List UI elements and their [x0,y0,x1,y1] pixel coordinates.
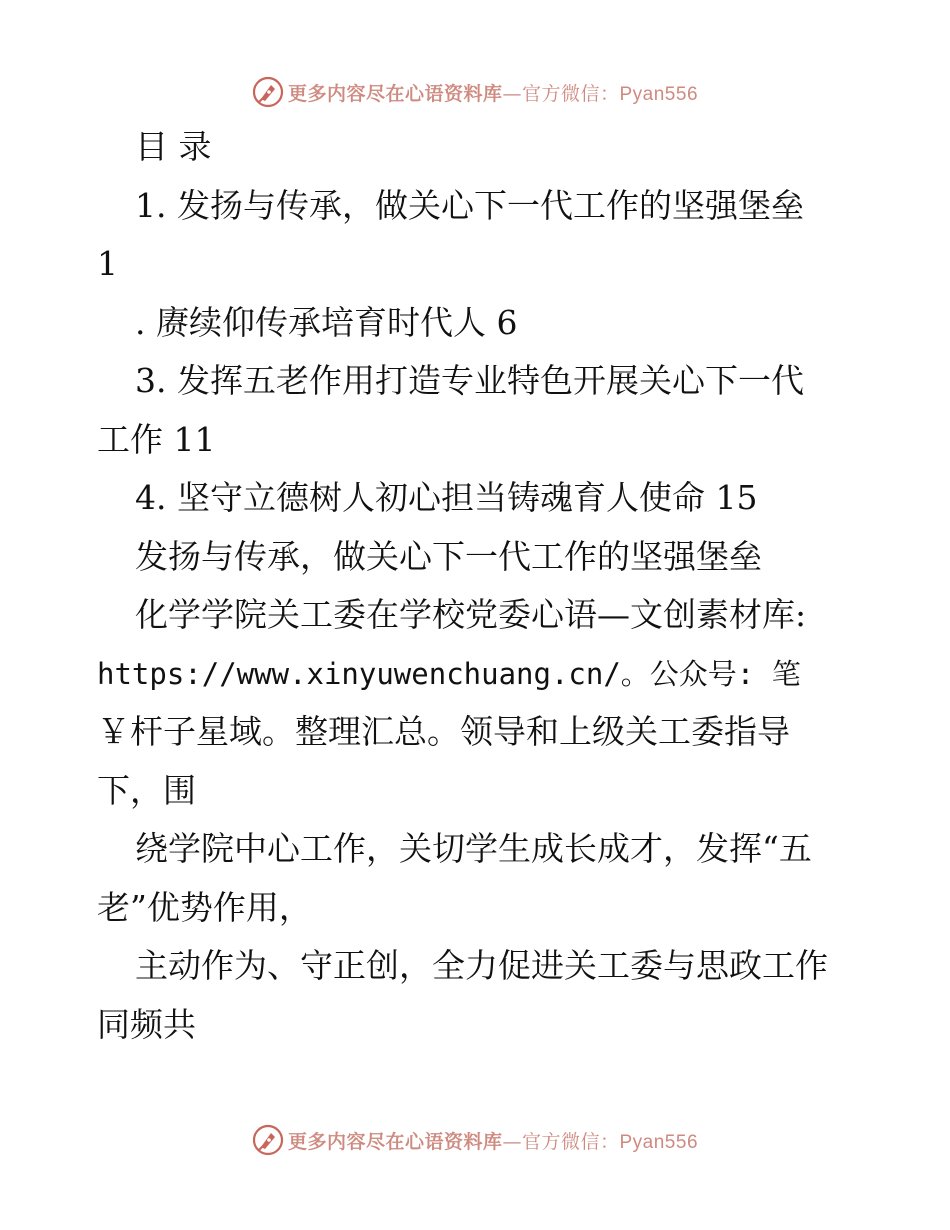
paragraph-line: 下，围 [97,770,196,810]
section-title: 发扬与传承，做关心下一代工作的坚强堡垒 [135,536,762,576]
watermark-text: 更多内容尽在心语资料库—官方微信：Pyan556 [287,1130,699,1153]
paragraph-line-url: https://www.xinyuwenchuang.cn/。公众号: 笔 [97,656,801,691]
paragraph-line: 同频共 [97,1004,196,1044]
toc-entry-2: . 赓续仰传承培育时代人 6 [135,302,518,342]
paragraph-line: 化学学院关工委在学校党委心语—文创素材库: [135,595,807,634]
paragraph-line: ￥杆子星域。整理汇总。领导和上级关工委指导 [97,712,790,751]
toc-entry-1-page: 1 [97,244,118,283]
document-body [97,118,857,1054]
toc-entry-3: 3. 发挥五老作用打造专业特色开展关心下一代 [135,361,804,400]
toc-entry-3-cont: 工作 11 [97,419,216,459]
header-watermark-banner [0,72,950,112]
footer-watermark-banner [0,1120,950,1160]
pen-nib-logo-icon [252,76,284,108]
paragraph-line: 绕学院中心工作，关切学生成长成才，发挥“五 [135,829,812,868]
paragraph-line: 主动作为、守正创，全力促进关工委与思政工作 [135,946,828,985]
toc-entry-4: 4. 坚守立德树人初心担当铸魂育人使命 15 [135,478,758,517]
watermark-text: 更多内容尽在心语资料库—官方微信：Pyan556 [287,82,699,105]
toc-entry-1: 1. 发扬与传承，做关心下一代工作的坚强堡垒 [135,185,804,225]
pen-nib-logo-icon [252,1124,284,1156]
paragraph-line: 老”优势作用， [97,887,312,927]
toc-heading: 目 录 [135,127,212,166]
